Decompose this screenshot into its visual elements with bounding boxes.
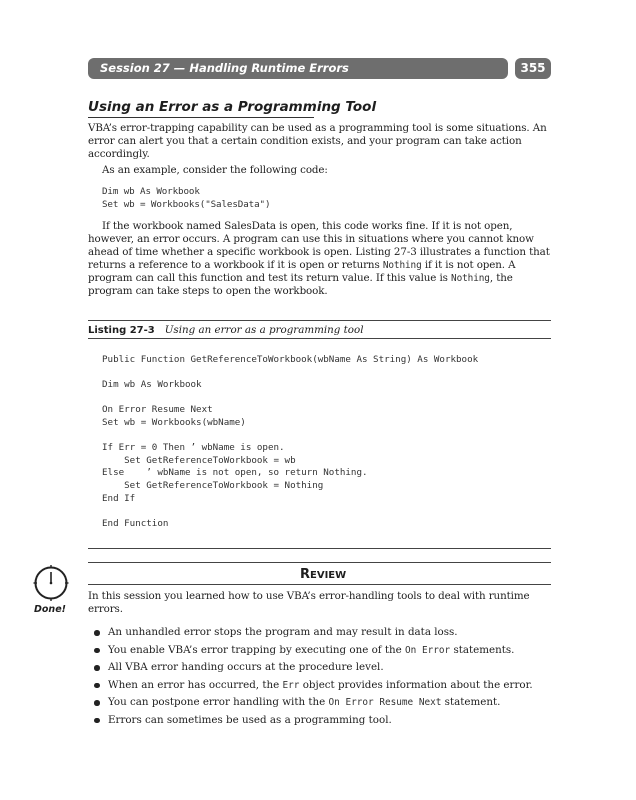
listing-code: Public Function GetReferenceToWorkbook(wbName As String) As Workbook Dim wb As Workbook On Error Resume Next Set wb = Workbooks(wbName) If Err = 0 Then ’ wbName is open. Set GetReferenceToWorkbook = wb Else ’ wbName is not open, so return Nothing. Set GetReferenceToWorkbook = Nothing End If End Function [102, 354, 479, 529]
done-label: Done! [34, 604, 66, 615]
code-snippet: Dim wb As Workbook Set wb = Workbooks("SalesData") [102, 186, 271, 210]
bullet-text: You can postpone error handling with the [108, 696, 329, 708]
bullet-text: statements. [450, 643, 515, 656]
list-item [93, 694, 553, 712]
listing-top-rule [88, 320, 551, 321]
explanation-text-1: If the workbook named SalesData is open, this code works fine. If it is not open, however, an error occurs. A program can use this in situations where you cannot know ahead of time whether a specific workbook is open. Listing 27-3 illustrates a function that returns a reference to a workbook if it is open or returns [88, 220, 550, 272]
page-number: 355 [515, 58, 551, 79]
inline-code-nothing-1: Nothing [382, 260, 422, 272]
explanation-text-2: if it is not open. A program can call this function and test its return value. If this value is [88, 259, 516, 285]
stopwatch-icon [31, 562, 71, 602]
review-bottom-rule [88, 584, 551, 585]
paragraph-explanation [88, 220, 552, 298]
bullet-text: All VBA error handing occurs at the procedure level. [108, 661, 384, 673]
review-top-rule [88, 562, 551, 563]
inline-code-nothing-2: Nothing [451, 273, 490, 285]
list-item [93, 642, 553, 660]
paragraph-intro: VBA’s error-trapping capability can be used as a programming tool is some situations. An error can alert you that a certain condition exists, and your program can take action accordingly. [88, 122, 547, 160]
listing-bottom-rule [88, 548, 551, 549]
bullet-text: When an error has occurred, the [108, 678, 283, 691]
bullet-text: An unhandled error stops the program and may result in data loss. [108, 626, 458, 638]
running-header-title: Session 27 — Handling Runtime Errors [100, 61, 349, 75]
section-heading: Using an Error as a Programming Tool [88, 98, 314, 118]
listing-label: Listing 27-3 [88, 325, 155, 336]
review-bullet-list [93, 624, 553, 729]
review-intro: In this session you learned how to use VBA’s error-handling tools to deal with runtime errors. [88, 590, 530, 615]
review-title-rest: EVIEW [310, 570, 347, 581]
review-title-initial: R [300, 567, 311, 582]
bullet-text: You enable VBA’s error trapping by executing one of the [108, 643, 406, 656]
list-item [93, 624, 553, 642]
listing-caption-rule [88, 338, 551, 339]
bullet-text: object provides information about the error. [299, 678, 533, 691]
paragraph-example: As an example, consider the following code: [102, 164, 328, 176]
section-body [88, 122, 552, 298]
list-item [93, 659, 553, 677]
bullet-text: Errors can sometimes be used as a programming tool. [108, 713, 392, 726]
inline-code: On Error Resume Next [328, 697, 442, 708]
listing-caption [88, 323, 551, 338]
listing-title: Using an error as a programming tool [164, 324, 364, 336]
inline-code: On Error [405, 644, 451, 656]
list-item [93, 712, 553, 730]
explanation-text-3: , the program can take steps to open the workbook. [88, 272, 513, 298]
list-item [93, 677, 553, 695]
running-header [88, 58, 508, 79]
review-title [300, 567, 346, 584]
bullet-text: statement. [441, 696, 501, 708]
inline-code: Err [282, 679, 300, 691]
